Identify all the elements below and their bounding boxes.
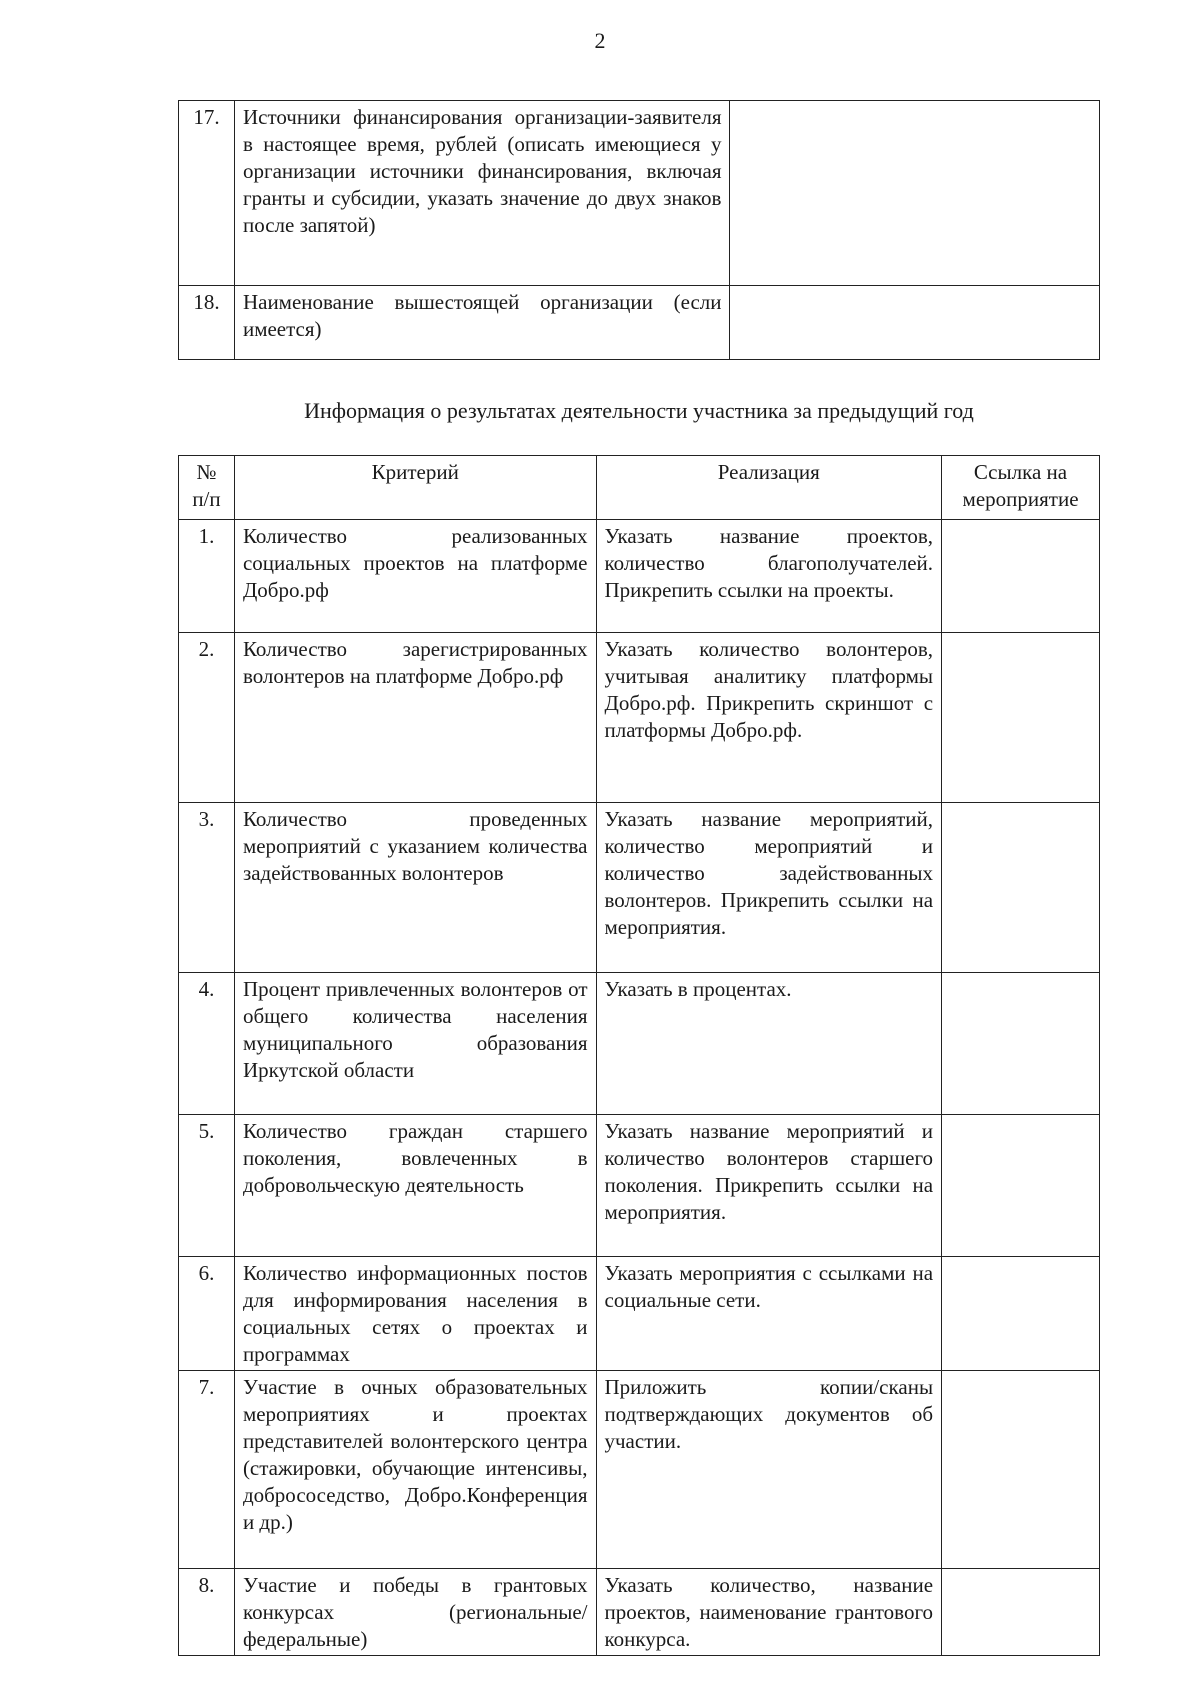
row-link-cell[interactable] <box>942 973 1100 1115</box>
table-row <box>179 286 1100 360</box>
row-implementation: Указать мероприятия с ссылками на социальные сети. <box>596 1257 942 1371</box>
row-number: 4. <box>179 973 235 1115</box>
row-implementation: Приложить копии/сканы подтверждающих документов об участии. <box>596 1371 942 1569</box>
row-criterion: Количество информационных постов для информирования населения в социальных сетях о проектах и программах <box>234 1257 596 1371</box>
row-implementation: Указать количество, название проектов, наименование грантового конкурса. <box>596 1569 942 1656</box>
row-value-cell[interactable] <box>730 286 1100 360</box>
row-criterion: Количество реализованных социальных проектов на платформе Добро.рф <box>234 520 596 633</box>
row-criterion: Участие в очных образовательных мероприятиях и проектах представителей волонтерского центра (стажировки, обучающие интенсивы, добрососедство, Добро.Конференция и др.) <box>234 1371 596 1569</box>
row-number: 7. <box>179 1371 235 1569</box>
row-link-cell[interactable] <box>942 520 1100 633</box>
row-number: 3. <box>179 803 235 973</box>
row-number: 1. <box>179 520 235 633</box>
row-number: 2. <box>179 633 235 803</box>
header-implementation: Реализация <box>596 456 942 520</box>
row-implementation: Указать название мероприятий и количество волонтеров старшего поколения. Прикрепить ссылки на мероприятия. <box>596 1115 942 1257</box>
table-row <box>179 1115 1100 1257</box>
table-row <box>179 973 1100 1115</box>
row-number: 5. <box>179 1115 235 1257</box>
row-implementation: Указать в процентах. <box>596 973 942 1115</box>
row-criterion: Количество зарегистрированных волонтеров на платформе Добро.рф <box>234 633 596 803</box>
table-row <box>179 520 1100 633</box>
row-value-cell[interactable] <box>730 101 1100 286</box>
row-number: 18. <box>179 286 235 360</box>
table-row <box>179 633 1100 803</box>
row-label: Наименование вышестоящей организации (если имеется) <box>234 286 730 360</box>
row-implementation: Указать количество волонтеров, учитывая аналитику платформы Добро.рф. Прикрепить скриншот с платформы Добро.рф. <box>596 633 942 803</box>
table-row <box>179 1371 1100 1569</box>
row-criterion: Количество граждан старшего поколения, вовлеченных в добровольческую деятельность <box>234 1115 596 1257</box>
section-heading: Информация о результатах деятельности участника за предыдущий год <box>304 398 974 423</box>
row-link-cell[interactable] <box>942 633 1100 803</box>
row-criterion: Участие и победы в грантовых конкурсах (региональные/федеральные) <box>234 1569 596 1656</box>
row-implementation: Указать название мероприятий, количество мероприятий и количество задействованных волонтеров. Прикрепить ссылки на мероприятия. <box>596 803 942 973</box>
organization-info-table <box>178 100 1100 360</box>
row-criterion: Количество проведенных мероприятий с указанием количества задействованных волонтеров <box>234 803 596 973</box>
row-link-cell[interactable] <box>942 1371 1100 1569</box>
row-link-cell[interactable] <box>942 803 1100 973</box>
row-label: Источники финансирования организации-заявителя в настоящее время, рублей (описать имеющиеся у организации источники финансирования, включая гранты и субсидии, указать значение до двух знаков после запятой) <box>234 101 730 286</box>
row-link-cell[interactable] <box>942 1115 1100 1257</box>
table-row <box>179 1569 1100 1656</box>
table-row <box>179 1257 1100 1371</box>
header-link: Ссылка на мероприятие <box>942 456 1100 520</box>
header-number: № п/п <box>179 456 235 520</box>
row-link-cell[interactable] <box>942 1569 1100 1656</box>
row-link-cell[interactable] <box>942 1257 1100 1371</box>
header-criterion: Критерий <box>234 456 596 520</box>
row-implementation: Указать название проектов, количество благополучателей. Прикрепить ссылки на проекты. <box>596 520 942 633</box>
results-table <box>178 455 1100 1656</box>
row-number: 8. <box>179 1569 235 1656</box>
table-row <box>179 101 1100 286</box>
row-number: 17. <box>179 101 235 286</box>
row-number: 6. <box>179 1257 235 1371</box>
table-header-row <box>179 456 1100 520</box>
row-criterion: Процент привлеченных волонтеров от общего количества населения муниципального образования Иркутской области <box>234 973 596 1115</box>
table-row <box>179 803 1100 973</box>
page-number: 2 <box>594 28 606 53</box>
